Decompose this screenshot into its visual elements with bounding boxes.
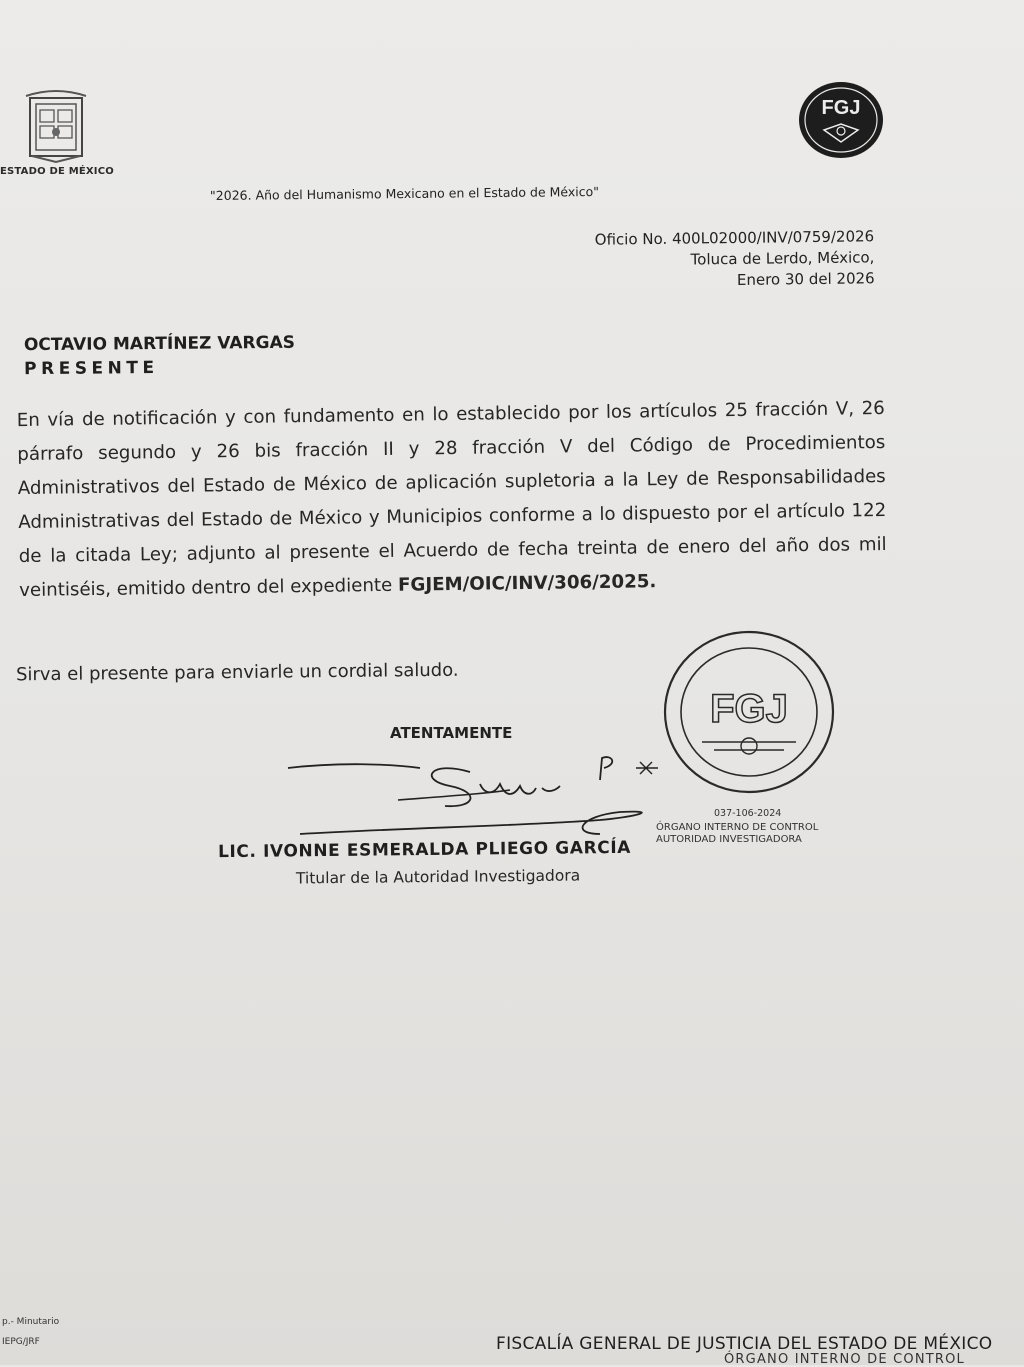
footer-department: ÓRGANO INTERNO DE CONTROL xyxy=(724,1352,965,1367)
estado-de-mexico-coat-of-arms-icon xyxy=(18,88,94,164)
document-reference-block xyxy=(594,226,874,292)
atentamente-label: ATENTAMENTE xyxy=(390,724,513,742)
seal-code: 037-106-2024 xyxy=(714,808,782,819)
signer-title: Titular de la Autoridad Investigadora xyxy=(295,866,581,888)
official-seal-stamp xyxy=(654,624,844,824)
issue-location: Toluca de Lerdo, México, xyxy=(690,248,875,269)
state-name-label: ESTADO DE MÉXICO xyxy=(0,166,114,177)
addressee-block xyxy=(24,333,295,379)
fgj-logo-icon xyxy=(796,80,886,160)
expediente-number: FGJEM/OIC/INV/306/2025. xyxy=(397,571,657,596)
copy-references xyxy=(2,1312,59,1352)
seal-caption xyxy=(656,822,818,846)
signer-name: LIC. IVONNE ESMERALDA PLIEGO GARCÍA xyxy=(217,837,632,863)
closing-line: Sirva el presente para enviarle un cordial saludo. xyxy=(15,659,459,686)
fgj-logo-text: FGJ xyxy=(821,97,861,119)
reference-line-2: IEPG/JRF xyxy=(2,1337,40,1347)
oficio-number: Oficio No. 400L02000/INV/0759/2026 xyxy=(594,227,874,249)
body-paragraph xyxy=(17,392,888,608)
year-motto: "2026. Año del Humanismo Mexicano en el Estado de México" xyxy=(209,183,600,204)
seal-line-2: AUTORIDAD INVESTIGADORA xyxy=(656,834,802,845)
seal-center-text: FGJ xyxy=(710,687,788,731)
issue-date: Enero 30 del 2026 xyxy=(736,269,875,289)
addressee-name: OCTAVIO MARTÍNEZ VARGAS xyxy=(23,332,296,356)
seal-line-1: ÓRGANO INTERNO DE CONTROL xyxy=(656,822,819,833)
footer-institution: FISCALÍA GENERAL DE JUSTICIA DEL ESTADO DE MÉXICO xyxy=(496,1334,993,1354)
reference-line-1: p.- Minutario xyxy=(2,1317,60,1327)
body-text: En vía de notificación y con fundamento en lo establecido por los artículos 25 fracción V, 26 párrafo segundo y 26 bis fracción II y 28 fracción V del Código de Procedimientos Administrativos del Estado de México de aplicación supletoria a la Ley de Responsabilidades Administrativas del Estado de México y Municipios conforme a lo dispuesto por el artículo 122 de la citada Ley; adjunto al presente el Acuerdo de fecha treinta de enero del año dos mil veintiséis, emitido dentro del expediente xyxy=(16,397,887,602)
presente-label: PRESENTE xyxy=(24,358,159,380)
handwritten-signature xyxy=(280,750,680,850)
